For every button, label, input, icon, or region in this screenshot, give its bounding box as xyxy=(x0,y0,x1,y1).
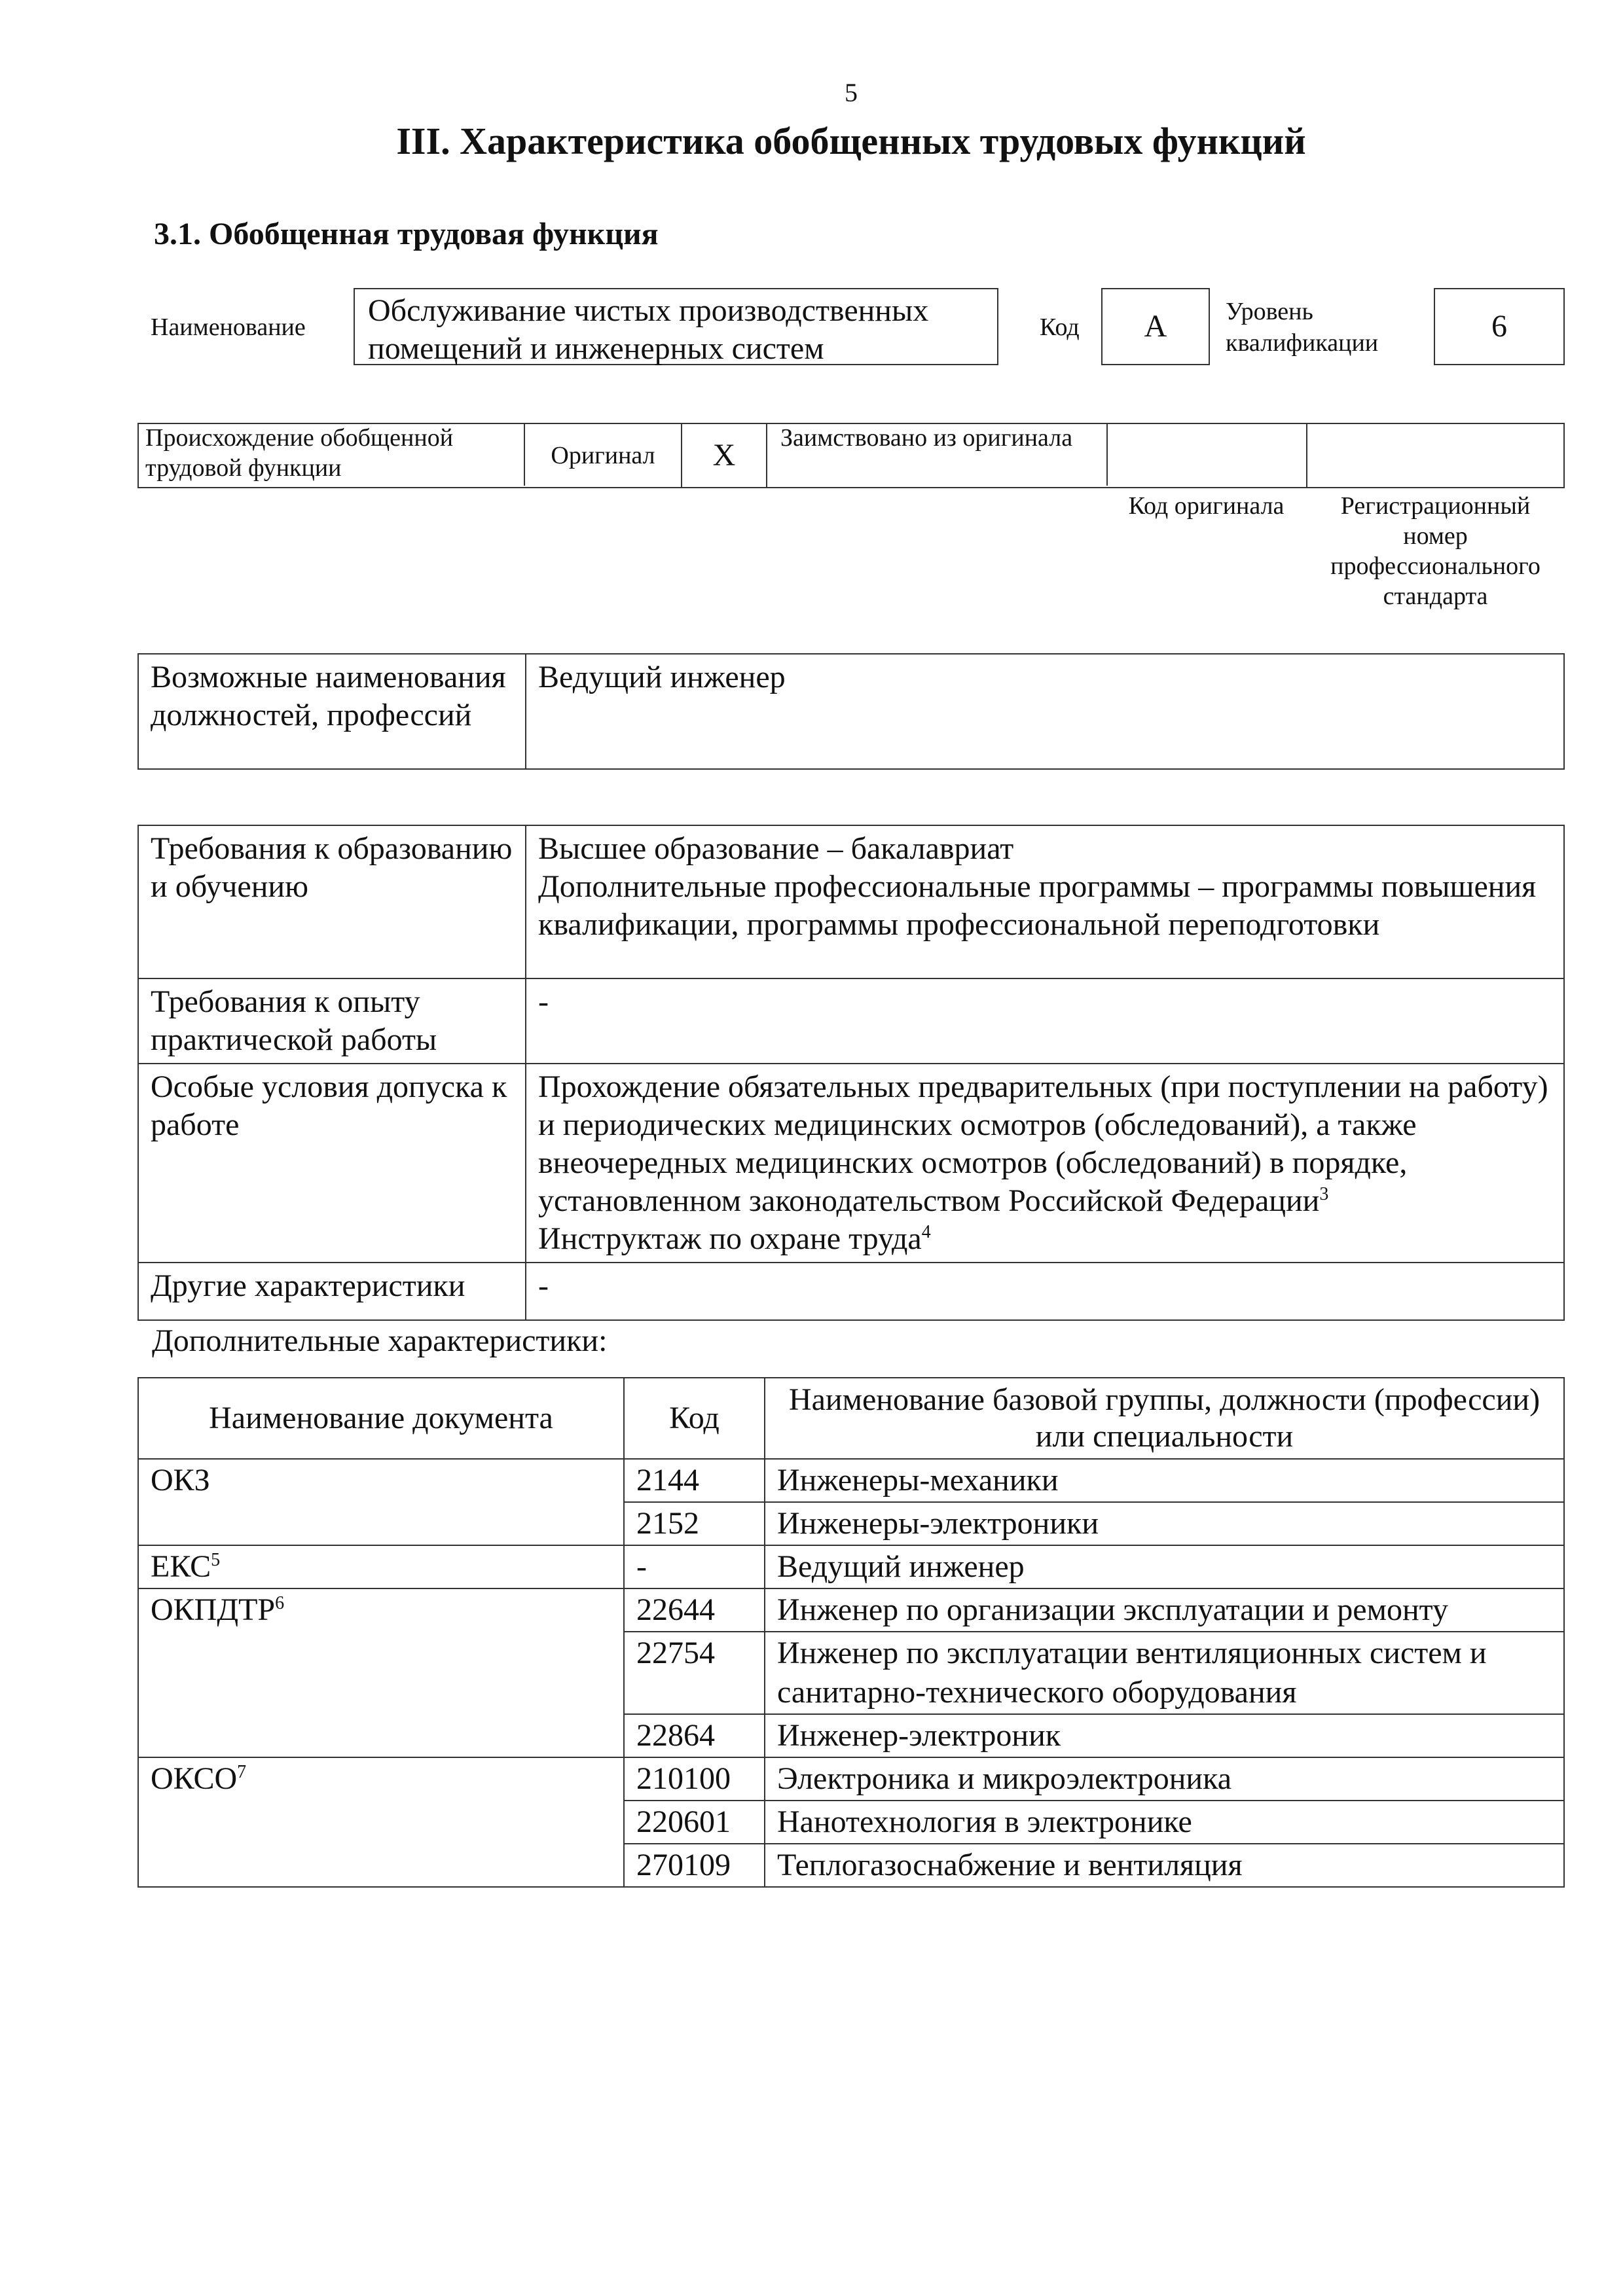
positions-table xyxy=(137,653,1565,770)
header-doc: Наименование документа xyxy=(138,1378,624,1459)
function-name: Обслуживание чистых производственных помещений и инженерных систем xyxy=(368,293,929,366)
admission-line-1 xyxy=(538,1068,1552,1220)
additional-caption: Дополнительные характеристики: xyxy=(152,1323,608,1358)
origin-row xyxy=(137,423,1565,488)
code-cell: 210100 xyxy=(624,1757,765,1801)
code-cell: 2152 xyxy=(624,1502,765,1545)
header-group: Наименование базовой группы, должности (профессии) или специальности xyxy=(765,1378,1564,1459)
footnote-5: 5 xyxy=(211,1550,221,1570)
code-cell: 22644 xyxy=(624,1588,765,1632)
requirements-table xyxy=(137,825,1565,1321)
code-cell: 220601 xyxy=(624,1801,765,1844)
code-value: А xyxy=(1144,309,1167,344)
education-line-2: Дополнительные профессиональные программы – программы повышения квалификации, программы профессиональной переподготовки xyxy=(538,869,1537,942)
doc-okz: ОКЗ xyxy=(138,1459,624,1545)
code-cell: 22754 xyxy=(624,1632,765,1714)
doc-okpdtr xyxy=(138,1588,624,1757)
positions-label: Возможные наименования должностей, профессий xyxy=(138,654,526,769)
section-title: III. Характеристика обобщенных трудовых функций xyxy=(396,120,1306,162)
doc-okso xyxy=(138,1757,624,1887)
code-box xyxy=(1101,288,1210,365)
level-value: 6 xyxy=(1491,309,1507,344)
admission-safety-text: Инструктаж по охране труда xyxy=(538,1221,922,1256)
original-label: Оригинал xyxy=(525,424,682,487)
other-label: Другие характеристики xyxy=(138,1263,526,1320)
group-cell: Инженер по организации эксплуатации и ремонту xyxy=(765,1588,1564,1632)
group-cell: Инженеры-механики xyxy=(765,1459,1564,1502)
borrowed-label: Заимствовано из оригинала xyxy=(767,423,1108,486)
experience-value: - xyxy=(526,978,1564,1064)
group-cell: Теплогазоснабжение и вентиляция xyxy=(765,1844,1564,1887)
page-number: 5 xyxy=(845,78,858,107)
reg-number-caption: Регистрационный номер профессионального стандарта xyxy=(1330,492,1541,610)
additional-table xyxy=(137,1377,1565,1888)
footnote-4: 4 xyxy=(921,1222,931,1242)
function-name-box xyxy=(354,288,998,365)
code-label: Код xyxy=(1040,314,1080,341)
admission-medical-text: Прохождение обязательных предварительных (при поступлении на работу) и периодических медицинских осмотров (обследований), а также внеочередных медицинских осмотров (обследований) в порядке, установленном законодательством Российской Федерации xyxy=(538,1069,1548,1218)
reg-number-cell xyxy=(1307,424,1563,487)
positions-value: Ведущий инженер xyxy=(526,654,1564,769)
doc-okso-label: ОКСО xyxy=(151,1761,238,1796)
level-box xyxy=(1434,288,1565,365)
group-cell: Ведущий инженер xyxy=(765,1545,1564,1588)
admission-line-2 xyxy=(538,1220,1552,1258)
footnote-7: 7 xyxy=(237,1762,247,1782)
group-cell: Инженеры-электроники xyxy=(765,1502,1564,1545)
group-cell: Нанотехнология в электронике xyxy=(765,1801,1564,1844)
original-mark: X xyxy=(682,424,767,487)
doc-okpdtr-label: ОКПДТР xyxy=(151,1592,276,1627)
code-cell: - xyxy=(624,1545,765,1588)
header-code: Код xyxy=(624,1378,765,1459)
name-label: Наименование xyxy=(151,314,306,341)
doc-eks xyxy=(138,1545,624,1588)
group-cell: Инженер-электроник xyxy=(765,1714,1564,1757)
admission-label: Особые условия допуска к работе xyxy=(138,1064,526,1263)
code-cell: 22864 xyxy=(624,1714,765,1757)
footnote-6: 6 xyxy=(275,1593,285,1613)
group-cell: Электроника и микроэлектроника xyxy=(765,1757,1564,1801)
code-cell: 270109 xyxy=(624,1844,765,1887)
doc-eks-label: ЕКС xyxy=(151,1549,211,1584)
code-original-cell xyxy=(1108,424,1307,487)
footnote-3: 3 xyxy=(1319,1184,1329,1204)
code-original-caption: Код оригинала xyxy=(1128,492,1285,520)
experience-label: Требования к опыту практической работы xyxy=(138,978,526,1064)
level-label: Уровень квалификации xyxy=(1226,298,1379,357)
education-line-1: Высшее образование – бакалавриат xyxy=(538,831,1014,866)
subsection-title: 3.1. Обобщенная трудовая функция xyxy=(154,217,659,251)
code-cell: 2144 xyxy=(624,1459,765,1502)
other-value: - xyxy=(526,1263,1564,1320)
education-label: Требования к образованию и обучению xyxy=(138,825,526,978)
group-cell: Инженер по эксплуатации вентиляционных систем и санитарно-технического оборудования xyxy=(765,1632,1564,1714)
origin-label: Происхождение обобщенной трудовой функции xyxy=(139,423,525,486)
